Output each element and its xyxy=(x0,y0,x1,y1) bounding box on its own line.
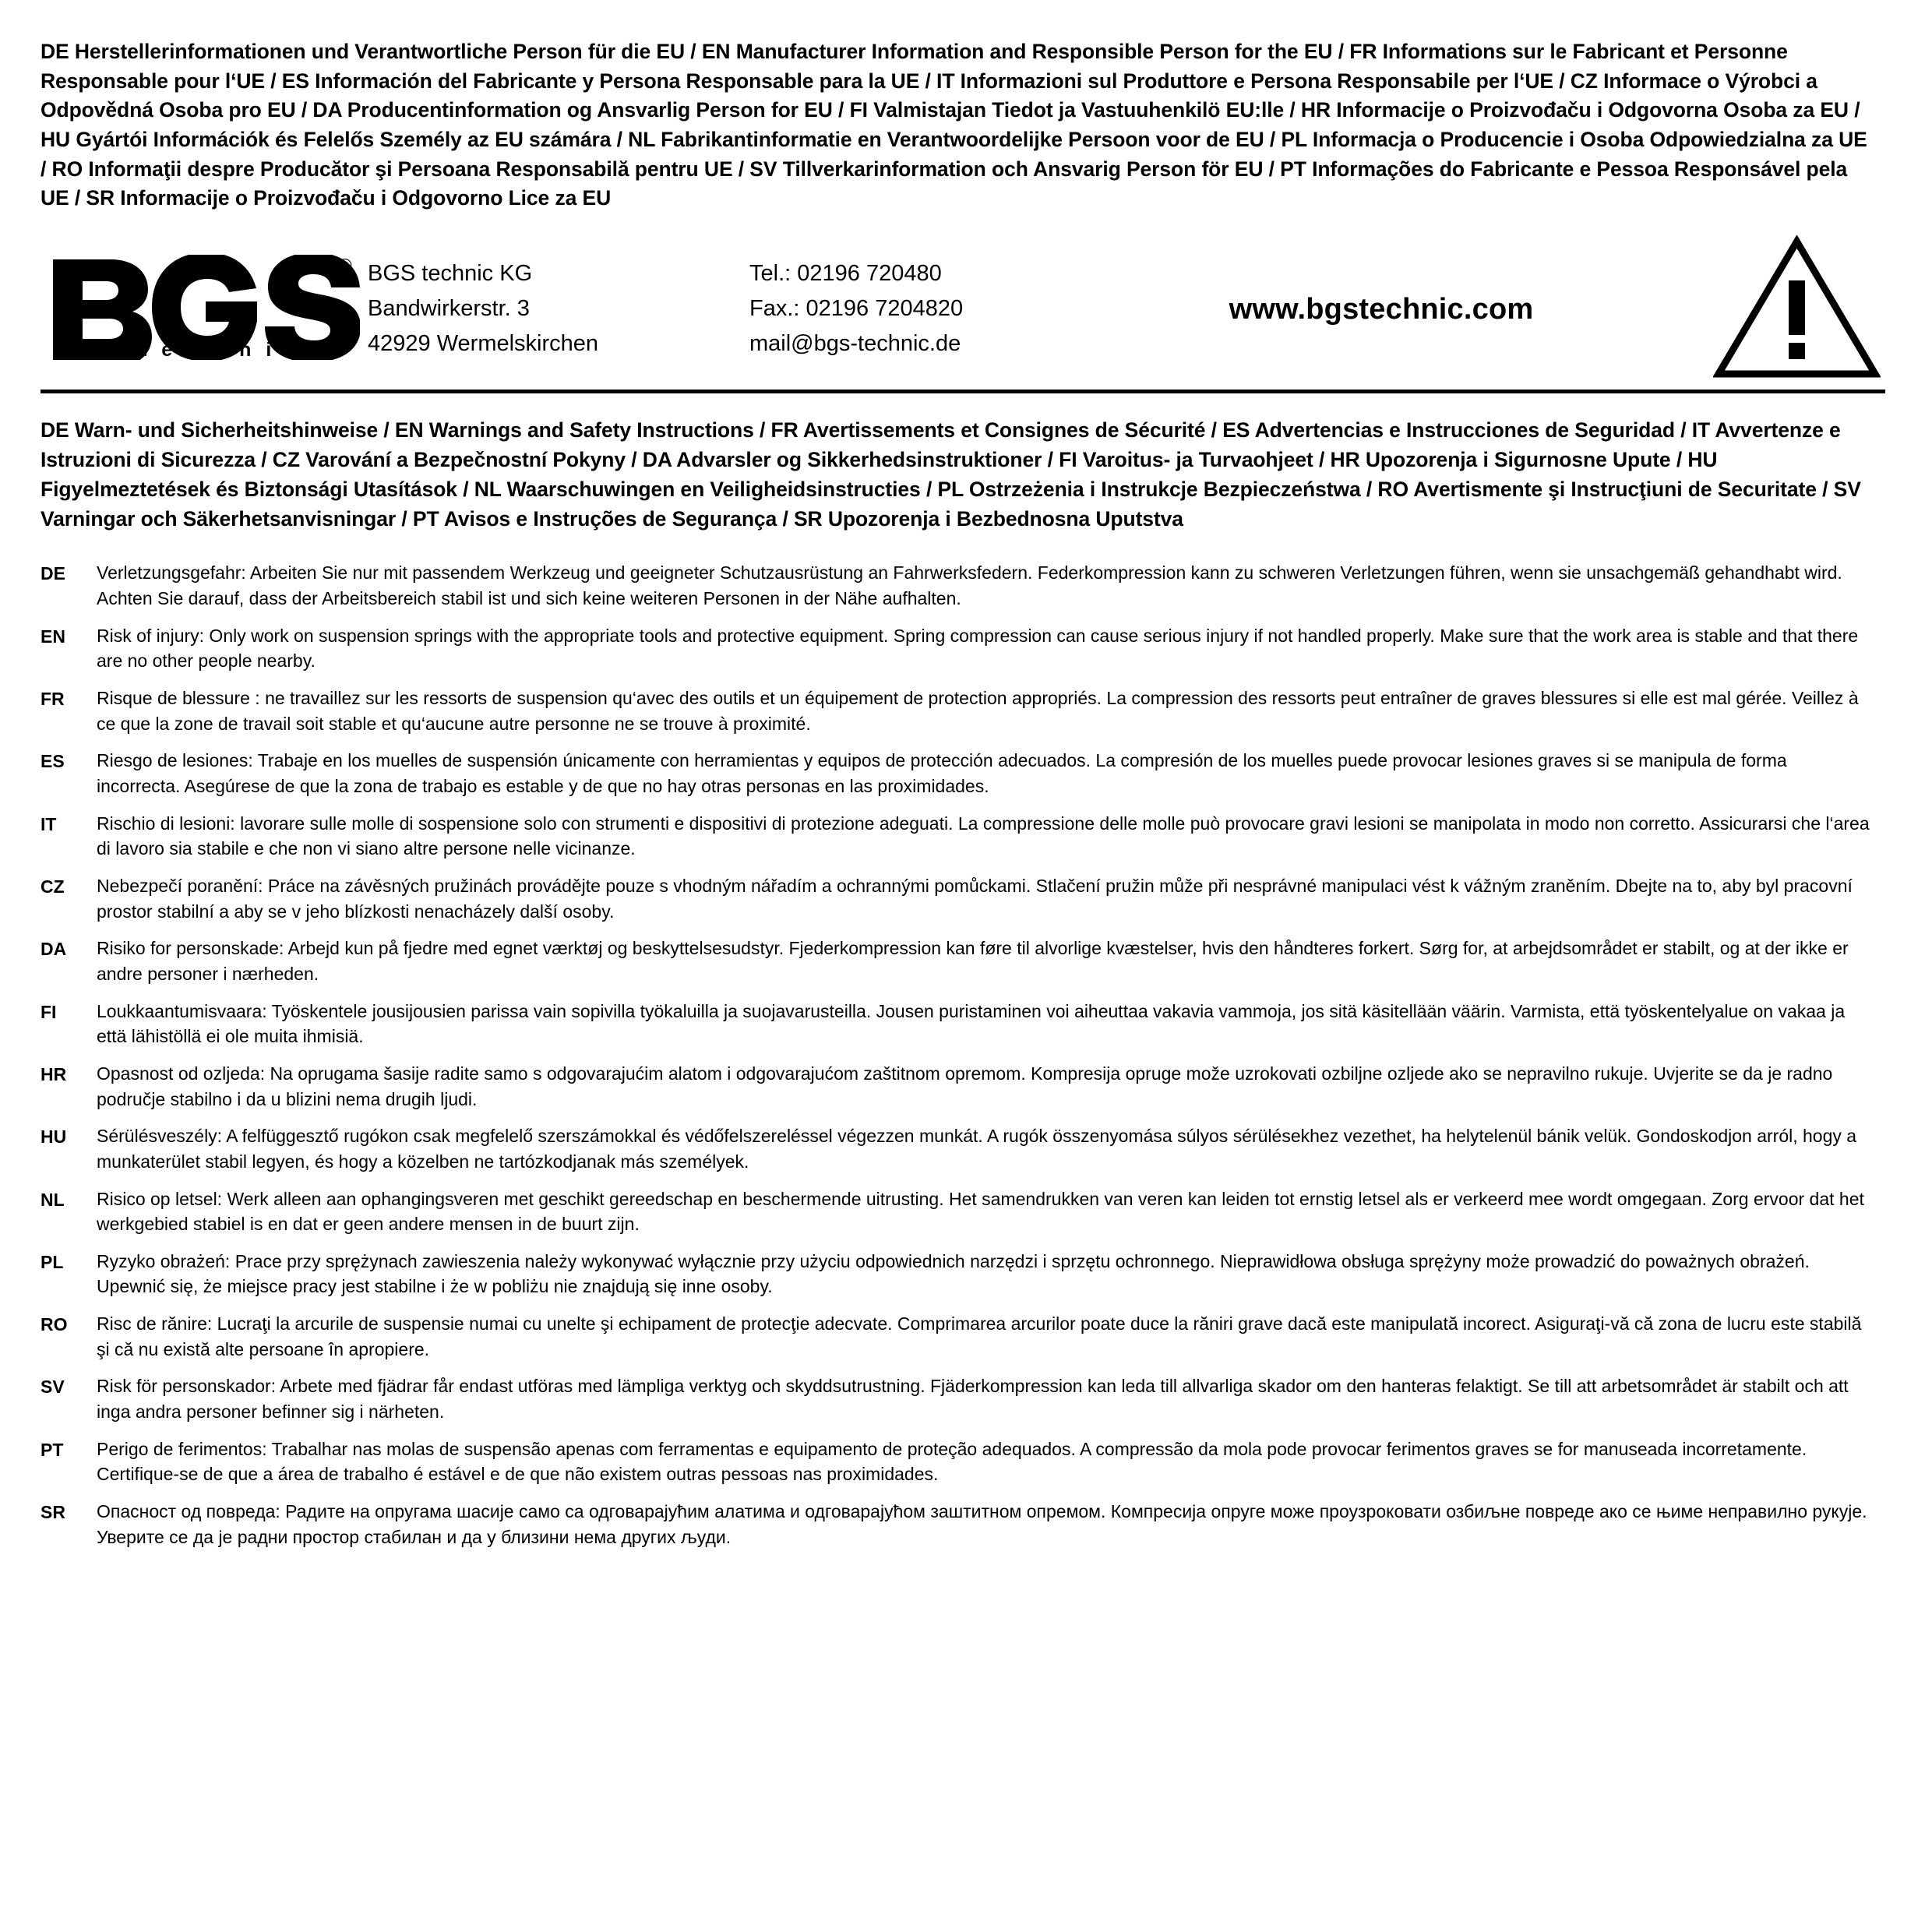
language-text: Risque de blessure : ne travaillez sur les ressorts de suspension qu‘avec des outils et un équipement de protection appropriés. La compression des ressorts peut entraîner de graves blessures si elle est mal gérée. Veillez à ce que la zone de travail soit stable et qu‘aucune autre personne ne se trouve à proximité. xyxy=(97,688,1859,734)
list-item xyxy=(41,1123,1885,1174)
company-website: www.bgstechnic.com xyxy=(1229,293,1534,326)
company-name: BGS technic KG xyxy=(368,260,533,286)
list-item xyxy=(41,936,1885,986)
company-address xyxy=(368,253,749,362)
language-text: Verletzungsgefahr: Arbeiten Sie nur mit passendem Werkzeug und geeigneter Schutzausrüstung an Fahrwerksfedern. Federkompression kann zu schweren Verletzungen führen, wenn sie unsachgemäß gehandhabt wird. Achten Sie darauf, dass der Arbeitsbereich stabil ist und sich keine weiteren Personen in der Nähe aufhalten. xyxy=(97,562,1842,609)
language-code: SV xyxy=(41,1377,65,1398)
language-text: Risk för personskador: Arbete med fjädrar får endast utföras med lämpliga verktyg och skyddsutrustning. Fjäderkompression kan leda till allvarliga skador om den hanteras felaktigt. Se till att arbetsområdet är stabilt och att inga andra personer befinner sig i närheten. xyxy=(97,1376,1849,1423)
language-code: DE xyxy=(41,563,65,584)
safety-instructions-list xyxy=(41,560,1885,1549)
language-code: RO xyxy=(41,1314,68,1335)
language-code: FI xyxy=(41,1001,57,1022)
list-item xyxy=(41,1373,1885,1424)
language-text: Risk of injury: Only work on suspension springs with the appropriate tools and protective equipment. Spring compression can cause serious injury if not handled properly. Make sure that the work area is stable and that there are no other people nearby. xyxy=(97,625,1859,672)
language-code: HR xyxy=(41,1063,67,1084)
list-item xyxy=(41,1186,1885,1237)
language-text: Risiko for personskade: Arbejd kun på fjedre med egnet værktøj og beskyttelsesudstyr. Fjederkompression kan føre til alvorlige kvæstelser, hvis den håndteres forkert. Sørg for, at arbejdsområdet er stabilt, og at der ikke er andre personer i nærheden. xyxy=(97,938,1849,984)
language-text: Riesgo de lesiones: Trabaje en los muelles de suspensión únicamente con herramientas y equipos de protección adecuados. La compresión de los muelles puede provocar lesiones graves si se manipula de forma incorrecta. Asegúrese de que la zona de trabajo es estable y de que no hay otras personas en las proximidades. xyxy=(97,750,1787,796)
warnings-heading: DE Warn- und Sicherheitshinweise / EN Warnings and Safety Instructions / FR Avertissements et Consignes de Sécurité / ES Advertencias e Instrucciones de Seguridad / IT Avvertenze e Istruzioni di Sicurezza / CZ Varování a Bezpečnostní Pokyny / DA Advarsler og Sikkerhedsinstruktioner / FI Varoitus- ja Turvaohjeet / HR Upozorenja i Sigurnosne Upute / HU Figyelmeztetések és Biztonsági Utasítások / NL Waarschuwingen en Veiligheidsinstructies / PL Ostrzeżenia i Instrukcje Bezpieczeństwa / RO Avertismente şi Instrucţiuni de Securitate / SV Varningar och Säkerhetsanvisningar / PT Avisos e Instruções de Segurança / SR Upozorenja i Bezbednosna Uputstva xyxy=(41,418,1861,531)
list-item xyxy=(41,999,1885,1049)
list-item xyxy=(41,1311,1885,1362)
company-header xyxy=(41,234,1885,393)
language-code: FR xyxy=(41,689,65,709)
language-code: HU xyxy=(41,1126,67,1148)
list-item xyxy=(41,623,1885,674)
language-code: CZ xyxy=(41,876,65,897)
bgs-logo xyxy=(41,255,368,360)
language-code: PL xyxy=(41,1251,64,1272)
svg-text:®: ® xyxy=(338,256,352,277)
language-text: Perigo de ferimentos: Trabalhar nas molas de suspensão apenas com ferramentas e equipamento de proteção adequados. A compressão da mola pode provocar ferimentos graves se for manuseada incorretamente. Certifique-se de que a área de trabalho é estável e de que não existem outras pessoas nas proximidades. xyxy=(97,1438,1807,1485)
warning-triangle-icon xyxy=(1686,235,1885,379)
language-text: Loukkaantumisvaara: Työskentele jousijousien parissa vain sopivilla työkaluilla ja suojavarusteilla. Jousen puristaminen voi aiheuttaa vakavia vammoja, jos sitä käsitellään väärin. Varmista, että työskentelyalue on vakaa ja että lähistöllä ei ole muita ihmisiä. xyxy=(97,1000,1846,1047)
language-code: IT xyxy=(41,813,57,834)
list-item xyxy=(41,686,1885,736)
language-code: ES xyxy=(41,751,65,772)
list-item xyxy=(41,1437,1885,1487)
language-code: DA xyxy=(41,939,67,960)
language-code: EN xyxy=(41,626,65,647)
language-text: Sérülésveszély: A felfüggesztő rugókon csak megfelelő szerszámokkal és védőfelszereléssel végezzen munkát. A rugók összenyomása súlyos sérülésekhez vezethet, ha helytelenül bánik velük. Gondoskodjon arról, hogy a munkaterület stabil legyen, és hogy a közelben ne tartózkodjanak más személyek. xyxy=(97,1126,1857,1172)
list-item xyxy=(41,1249,1885,1299)
language-text: Risc de rănire: Lucraţi la arcurile de suspensie numai cu unelte şi echipament de protecţie adecvate. Comprimarea arcurilor poate duce la răniri grave dacă este manipulată incorect. Asiguraţi-vă că zona de lucru este stabilă şi că nu există alte persoane în apropiere. xyxy=(97,1313,1862,1359)
manufacturer-info-heading: DE Herstellerinformationen und Verantwortliche Person für die EU / EN Manufacturer Information and Responsible Person for the EU / FR Informations sur le Fabricant et Personne Responsable pour l‘UE / ES Información del Fabricante y Persona Responsable para la UE / IT Informazioni sul Produttore e Persona Responsabile per l‘UE / CZ Informace o Výrobci a Odpovědná Osoba pro EU / DA Producentinformation og Ansvarlig Person for EU / FI Valmistajan Tiedot ja Vastuuhenkilö EU:lle / HR Informacije o Proizvođaču i Odgovorna Osoba za EU / HU Gyártói Információk és Felelős Személy az EU számára / NL Fabrikantinformatie en Verantwoordelijke Persoon voor de EU / PL Informacja o Producencie i Osoba Odpowiedzialna za UE / RO Informaţii despre Producător şi Persoana Responsabilă pentru UE / SV Tillverkarinformation och Ansvarig Person för EU / PT Informações do Fabricante e Pessoa Responsável pela UE / SR Informacije o Proizvođaču i Odgovorno Lice za EU xyxy=(41,40,1867,210)
language-text: Rischio di lesioni: lavorare sulle molle di sospensione solo con strumenti e dispositivi di protezione adeguati. La compressione delle molle può provocare gravi lesioni se manipolata in modo non corretto. Assicurarsi che l‘area di lavoro sia stabile e che non vi siano altre persone nelle vicinanze. xyxy=(97,813,1870,859)
list-item xyxy=(41,1499,1885,1549)
list-item xyxy=(41,873,1885,924)
language-text: Nebezpečí poranění: Práce na závěsných pružinách provádějte pouze s vhodným nářadím a ochrannými pomůckami. Stlačení pružin může při nesprávné manipulaci vést k vážným zraněním. Dbejte na to, aby byl pracovní prostor stabilní a aby se v jeho blízkosti nenacházely další osoby. xyxy=(97,875,1853,922)
language-text: Опасност од повреда: Радите на опругама шасије само са одговарајућим алатима и одговарајућом заштитном опремом. Компресија опруге може проузроковати озбиљне повреде ако се њиме неправилно рукује. Уверите се да је радни простор стабилан и да у близини нема других људи. xyxy=(97,1501,1867,1547)
company-tel: Tel.: 02196 720480 xyxy=(749,260,942,286)
list-item xyxy=(41,1061,1885,1112)
language-text: Ryzyko obrażeń: Prace przy sprężynach zawieszenia należy wykonywać wyłącznie przy użyciu odpowiednich narzędzi i sprzętu ochronnego. Nieprawidłowa obsługa sprężyny może prowadzić do poważnych obrażeń. Upewnić się, że miejsce pracy jest stabilne i że w pobliżu nie znajdują się inne osoby. xyxy=(97,1250,1810,1297)
list-item xyxy=(41,748,1885,799)
bgs-logo-icon xyxy=(48,255,360,360)
svg-text:t e c h n i c: t e c h n i c xyxy=(140,339,302,361)
list-item xyxy=(41,811,1885,862)
language-code: SR xyxy=(41,1502,65,1523)
company-fax: Fax.: 02196 7204820 xyxy=(749,296,964,322)
company-contact xyxy=(749,253,1077,362)
company-email: mail@bgs-technic.de xyxy=(749,331,961,357)
list-item xyxy=(41,560,1885,611)
company-street: Bandwirkerstr. 3 xyxy=(368,296,530,322)
language-code: NL xyxy=(41,1189,65,1210)
company-city: 42929 Wermelskirchen xyxy=(368,331,599,357)
language-code: PT xyxy=(41,1439,64,1460)
language-text: Risico op letsel: Werk alleen aan ophangingsveren met geschikt gereedschap en beschermende uitrusting. Het samendrukken van veren kan leiden tot ernstig letsel als er verkeerd mee wordt omgegaan. Zorg ervoor dat het werkgebied stabiel is en dat er geen andere mensen in de buurt zijn. xyxy=(97,1188,1864,1235)
language-text: Opasnost od ozljeda: Na oprugama šasije radite samo s odgovarajućim alatom i odgovarajućom zaštitnom opremom. Kompresija opruge može uzrokovati ozbiljne ozljede ako se nepravilno rukuje. Uvjerite se da je radno područje stabilno i da u blizini nema drugih ljudi. xyxy=(97,1063,1833,1109)
